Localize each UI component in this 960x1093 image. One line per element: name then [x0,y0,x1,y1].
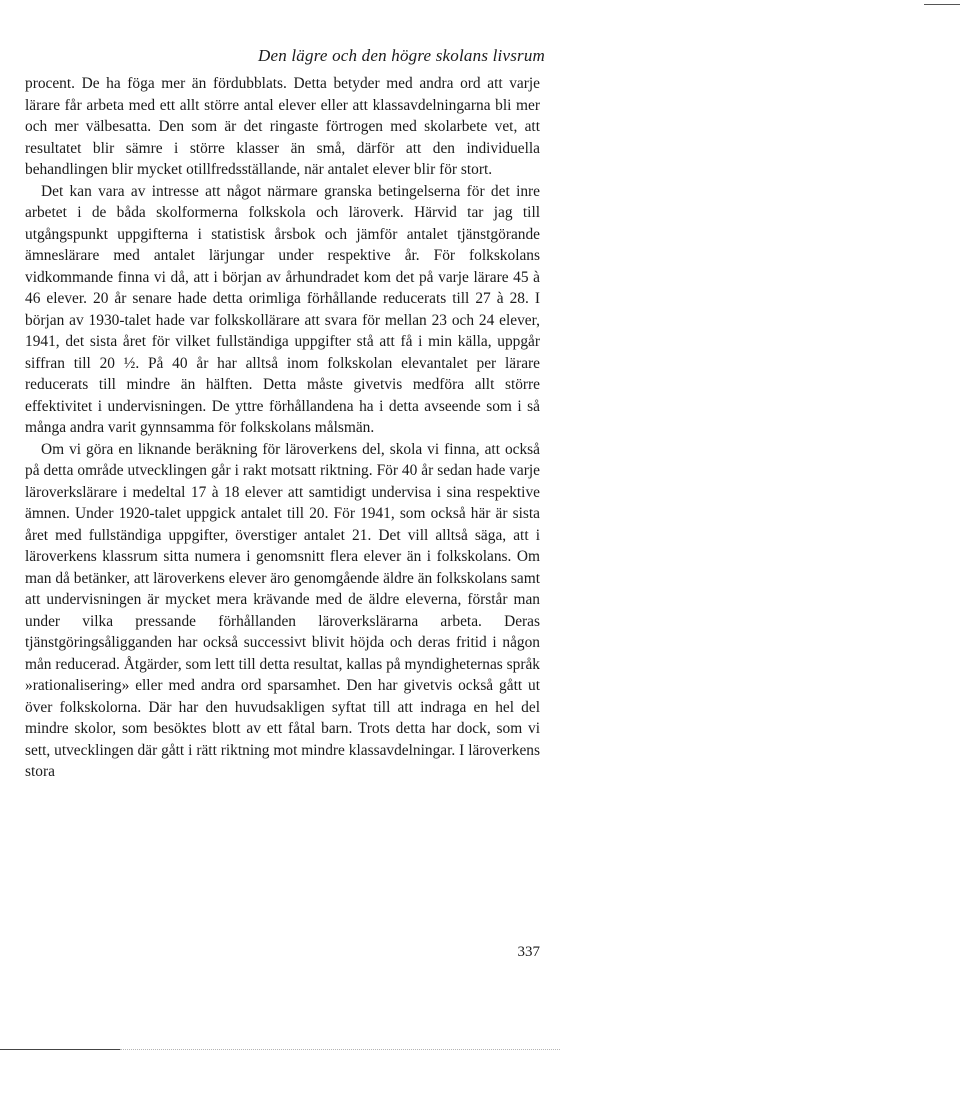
scan-corner-mark [924,4,960,5]
bottom-rule [0,1049,120,1050]
page-number: 337 [517,944,540,960]
running-head: Den lägre och den högre skolans livsrum [258,46,545,65]
bottom-dotted-rule [120,1049,560,1050]
paragraph-2: Det kan vara av intresse att något närmare granska betingelserna för det inre arbetet i de båda skolformerna folkskola och läroverk. Härvid tar jag till utgångspunkt uppgifterna i statistisk årsbok och jämför antalet tjänstgörande ämneslärare med antalet lärjungar under respektive år. För folkskolans vidkommande finna vi då, att i början av århundradet kom det på varje lärare 45 à 46 elever. 20 år senare hade detta orimliga förhållande reducerats till 27 à 28. I början av 1930-talet hade var folkskollärare att svara för mellan 23 och 24 elever, 1941, det sista året för vilket fullständiga uppgifter stå att få i min källa, uppgår siffran till 20 ½. På 40 år har alltså inom folkskolan elevantalet per lärare reducerats till mindre än hälften. Detta måste givetvis medföra allt större effektivitet i undervisningen. De yttre förhållandena ha i detta avseende som i så många andra varit gynnsamma för folkskolans målsmän. [25,182,540,436]
body-text [25,73,540,783]
paragraph-1: procent. De ha föga mer än fördubblats. Detta betyder med andra ord att varje lärare får arbeta med ett allt större antal elever eller att klassavdelningarna bli mer och mer välbesatta. Den som är det ringaste förtrogen med skolarbete vet, att resultatet blir sämre i större klasser än små, därför att den individuella behandlingen blir mycket otillfredsställande, när antalet elever blir för stort. [25,75,540,178]
paragraph-3: Om vi göra en liknande beräkning för läroverkens del, skola vi finna, att också på detta område utvecklingen går i rakt motsatt riktning. För 40 år sedan hade varje läroverkslärare i medeltal 17 à 18 elever att samtidigt undervisa i sina respektive ämnen. Under 1920-talet uppgick antalet till 20. För 1941, som också här är sista året med fullständiga uppgifter, överstiger antalet 21. Det vill alltså säga, att i läroverkens klassrum sitta numera i genomsnitt flera elever än i folkskolans. Om man då betänker, att läroverkens elever äro genomgående äldre än folkskolans samt att undervisningen är mycket mera krävande med de äldre eleverna, förstår man under vilka pressande förhållanden läroverkslärarna arbeta. Deras tjänstgöringsåligganden har också successivt blivit höjda och deras fritid i någon mån reducerad. Åtgärder, som lett till detta resultat, kallas på myndigheternas språk »rationalisering» eller med andra ord sparsamhet. Den har givetvis också gått ut över folkskolorna. Där har den huvudsakligen syftat till att indraga en hel del mindre skolor, som besöktes blott av ett fåtal barn. Trots detta har dock, som vi sett, utvecklingen där gått i rätt riktning mot mindre klassavdelningar. I läroverkens stora [25,440,540,780]
book-page [25,0,545,1093]
